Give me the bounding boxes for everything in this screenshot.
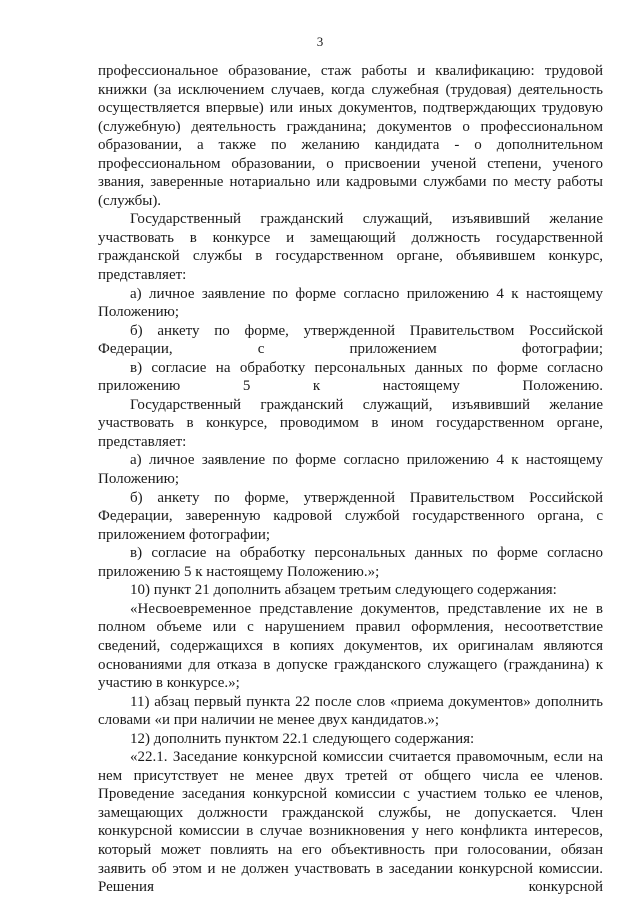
list-item-questionnaire-2: б) анкету по форме, утвержденной Правительством Российской Федерации, заверенную кадровой службой государственного органа, с приложением фотографии;	[98, 489, 603, 543]
page-number: 3	[316, 34, 324, 49]
paragraph-civil-servant-other-body: Государственный гражданский служащий, изъявивший желание участвовать в конкурсе, проводимом в ином государственном органе, представляет:	[98, 396, 603, 450]
quoted-paragraph-untimely-submission: «Несвоевременное представление документов, представление их не в полном объеме или с нарушением правил оформления, несоответствие сведений, содержащихся в копиях документов, их оригиналам являются основаниями для отказа в допуске гражданского служащего (гражданина) к участию в конкурсе.»;	[98, 600, 603, 692]
amendment-item-11: 11) абзац первый пункта 22 после слов «приема документов» дополнить словами «и при наличии не менее двух кандидатов.»;	[98, 693, 603, 729]
list-item-questionnaire: б) анкету по форме, утвержденной Правительством Российской Федерации, с приложением фотографии;	[98, 322, 603, 358]
amendment-item-10: 10) пункт 21 дополнить абзацем третьим следующего содержания:	[130, 582, 557, 599]
paragraph-documents-list: профессиональное образование, стаж работы и квалификацию: трудовой книжки (за исключением случаев, когда служебная (трудовая) деятельность осуществляется впервые) или иных документов, подтверждающих трудовую (служебную) деятельность гражданина; документов о профессиональном образовании, а также по желанию кандидата - о дополнительном профессиональном образовании, о присвоении ученой степени, ученого звания, заверенные нотариально или кадровыми службами по месту работы (службы).	[98, 63, 603, 209]
list-item-application-2: а) личное заявление по форме согласно приложению 4 к настоящему Положению;	[98, 452, 603, 488]
paragraph-civil-servant-same-body: Государственный гражданский служащий, изъявивший желание участвовать в конкурсе и замещающий должность государственной гражданской службы в государственном органе, объявившем конкурс, представляет:	[98, 211, 603, 284]
list-item-consent: в) согласие на обработку персональных данных по форме согласно приложению 5 к настоящему Положению.	[98, 359, 603, 395]
amendment-item-12: 12) дополнить пунктом 22.1 следующего содержания:	[130, 730, 475, 747]
list-item-consent-2: в) согласие на обработку персональных данных по форме согласно приложению 5 к настоящему Положению.»;	[98, 545, 603, 580]
quoted-paragraph-22-1: «22.1. Заседание конкурсной комиссии считается правомочным, если на нем присутствует не менее двух третей от общего числа ее членов. Проведение заседания конкурсной комиссии с участием только ее членов, замещающих должности гражданской службы, не допускается. Член конкурсной комиссии в случае возникновения у него конфликта интересов, который может повлиять на его объективность при голосовании, обязан заявить об этом и не должен участвовать в заседании конкурсной комиссии. Решения конкурсной	[98, 749, 603, 896]
list-item-application: а) личное заявление по форме согласно приложению 4 к настоящему Положению;	[98, 285, 603, 321]
document-body	[98, 62, 603, 897]
